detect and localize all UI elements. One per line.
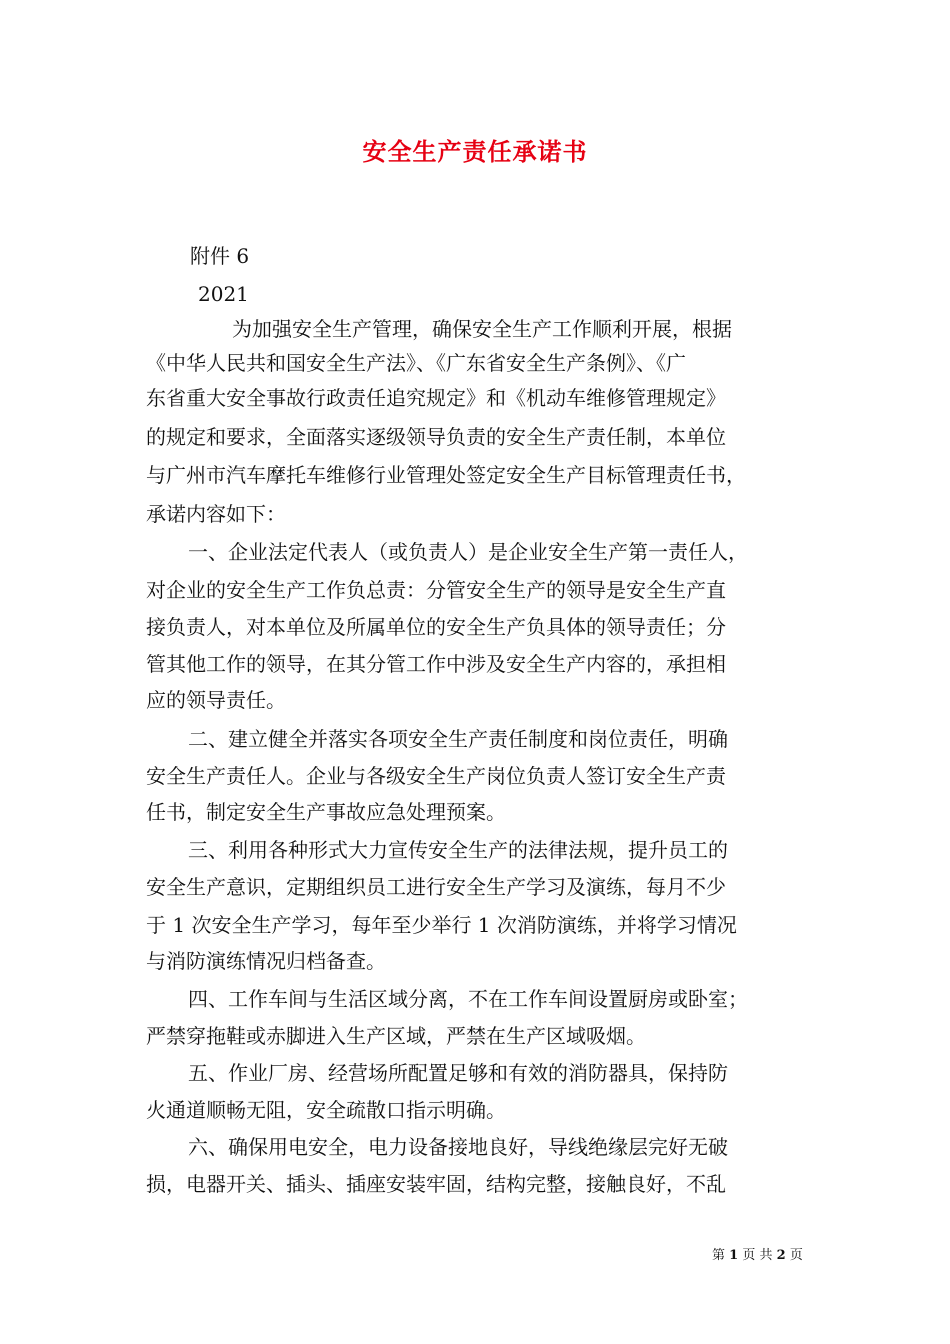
body-line: 三、利用各种形式大力宣传安全生产的法律法规，提升员工的 <box>188 838 728 862</box>
page-indicator <box>712 1247 803 1265</box>
body-line: 一、企业法定代表人（或负责人）是企业安全生产第一责任人， <box>188 540 748 564</box>
page-indicator-middle: 页 共 <box>742 1248 773 1263</box>
body-line: 管其他工作的领导，在其分管工作中涉及安全生产内容的，承担相 <box>146 652 726 676</box>
body-line: 任书，制定安全生产事故应急处理预案。 <box>146 800 506 824</box>
body-line: 应的领导责任。 <box>146 688 286 712</box>
total-page-number: 2 <box>776 1248 786 1263</box>
body-line: 损，电器开关、插头、插座安装牢固，结构完整，接触良好，不乱 <box>146 1172 726 1196</box>
body-line: 与广州市汽车摩托车维修行业管理处签定安全生产目标管理责任书， <box>146 463 746 487</box>
year-label: 2021 <box>198 282 249 306</box>
body-line: 六、确保用电安全，电力设备接地良好，导线绝缘层完好无破 <box>188 1135 728 1159</box>
annex-label: 附件 6 <box>190 244 250 268</box>
body-line: 《中华人民共和国安全生产法》、《广东省安全生产条例》、《广 <box>146 351 686 375</box>
body-line: 承诺内容如下： <box>146 502 286 526</box>
body-line: 于 1 次安全生产学习，每年至少举行 1 次消防演练，并将学习情况 <box>146 913 737 937</box>
body-line: 严禁穿拖鞋或赤脚进入生产区域，严禁在生产区域吸烟。 <box>146 1024 646 1048</box>
document-title: 安全生产责任承诺书 <box>362 137 588 166</box>
body-line: 东省重大安全事故行政责任追究规定》和《机动车维修管理规定》 <box>146 386 726 410</box>
current-page-number: 1 <box>729 1248 739 1263</box>
body-line: 火通道顺畅无阻，安全疏散口指示明确。 <box>146 1098 506 1122</box>
body-line: 对企业的安全生产工作负总责：分管安全生产的领导是安全生产直 <box>146 578 726 602</box>
body-line: 的规定和要求，全面落实逐级领导负责的安全生产责任制，本单位 <box>146 425 726 449</box>
body-line: 与消防演练情况归档备查。 <box>146 949 386 973</box>
page-indicator-suffix: 页 <box>789 1248 803 1263</box>
body-line: 安全生产意识，定期组织员工进行安全生产学习及演练，每月不少 <box>146 875 726 899</box>
page-indicator-prefix: 第 <box>712 1248 726 1263</box>
body-line: 安全生产责任人。企业与各级安全生产岗位负责人签订安全生产责 <box>146 764 726 788</box>
body-line: 四、工作车间与生活区域分离，不在工作车间设置厨房或卧室； <box>188 987 748 1011</box>
body-line: 接负责人，对本单位及所属单位的安全生产负具体的领导责任；分 <box>146 615 726 639</box>
body-line: 为加强安全生产管理，确保安全生产工作顺利开展，根据 <box>232 317 732 341</box>
body-line: 二、建立健全并落实各项安全生产责任制度和岗位责任，明确 <box>188 727 728 751</box>
body-line: 五、作业厂房、经营场所配置足够和有效的消防器具，保持防 <box>188 1061 728 1085</box>
